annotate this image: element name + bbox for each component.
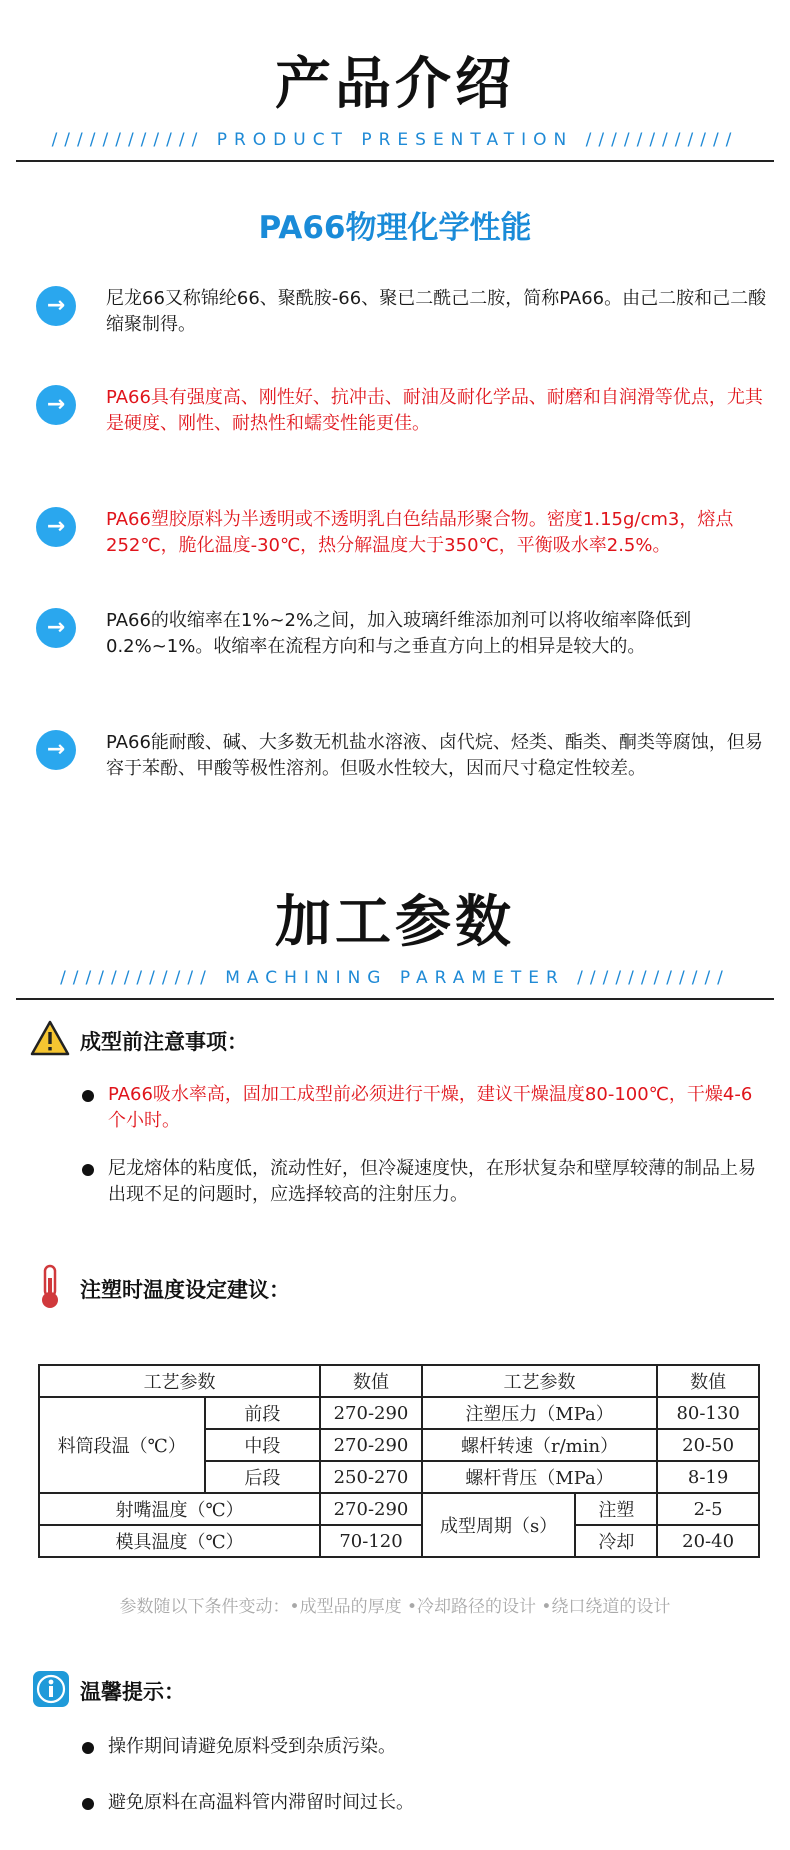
parameter-table xyxy=(38,1364,760,1558)
table-cell: 250-270 xyxy=(320,1461,422,1493)
feature-text: PA66的收缩率在1%~2%之间，加入玻璃纤维添加剂可以将收缩率降低到0.2%~1%。收缩率在流程方向和与之垂直方向上的相异是较大的。 xyxy=(106,610,692,657)
feature-text: PA66塑胶原料为半透明或不透明乳白色结晶形聚合物。密度1.15g/cm3，熔点252℃，脆化温度-30℃，热分解温度大于350℃，平衡吸水率2.5%。 xyxy=(106,509,734,556)
arrow-right-icon: → xyxy=(36,608,76,648)
table-cell: 270-290 xyxy=(320,1397,422,1429)
table-cell: 8-19 xyxy=(657,1461,759,1493)
list-item xyxy=(82,1156,782,1212)
temperature-label: 注塑时温度设定建议： xyxy=(80,1278,290,1302)
feature-item xyxy=(36,286,776,346)
temperature-heading xyxy=(30,1268,430,1308)
bullet-text: 操作期间请避免原料受到杂质污染。 xyxy=(108,1736,396,1757)
bullet-dot xyxy=(82,1090,94,1102)
tips-heading xyxy=(30,1670,430,1710)
table-row xyxy=(39,1365,759,1397)
precautions-heading xyxy=(30,1020,430,1060)
table-cell: 2-5 xyxy=(657,1493,759,1525)
table-cell: 料筒段温（℃） xyxy=(39,1397,205,1493)
list-item xyxy=(82,1790,782,1820)
feature-item xyxy=(36,608,776,668)
table-row xyxy=(39,1525,759,1557)
product-intro-subtitle: //////////// PRODUCT PRESENTATION //////////// xyxy=(51,130,739,150)
parameter-conditions-note: 参数随以下条件变动：•成型品的厚度 •冷却路径的设计 •绕口绕道的设计 xyxy=(119,1597,671,1617)
warning-icon xyxy=(30,1020,70,1056)
table-cell: 20-40 xyxy=(657,1525,759,1557)
arrow-right-icon: → xyxy=(36,730,76,770)
table-cell: 70-120 xyxy=(320,1525,422,1557)
info-icon xyxy=(32,1670,70,1708)
bullet-dot xyxy=(82,1798,94,1810)
feature-text: PA66具有强度高、刚性好、抗冲击、耐油及耐化学品、耐磨和自润滑等优点，尤其是硬度、刚性、耐热性和蠕变性能更佳。 xyxy=(106,387,763,434)
table-cell: 注塑 xyxy=(575,1493,657,1525)
product-intro-title: 产品介绍 xyxy=(275,52,515,117)
table-header: 数值 xyxy=(657,1365,759,1397)
arrow-right-icon: → xyxy=(36,286,76,326)
feature-item xyxy=(36,730,776,820)
feature-item xyxy=(36,385,776,445)
tips-label: 温馨提示： xyxy=(80,1680,185,1704)
thermometer-icon xyxy=(36,1264,64,1310)
table-cell: 模具温度（℃） xyxy=(39,1525,320,1557)
table-cell: 80-130 xyxy=(657,1397,759,1429)
table-cell: 螺杆转速（r/min） xyxy=(422,1429,657,1461)
section-divider xyxy=(16,160,774,162)
section-divider xyxy=(16,998,774,1000)
table-cell: 中段 xyxy=(205,1429,321,1461)
bullet-text: PA66吸水率高，固加工成型前必须进行干燥，建议干燥温度80-100℃，干燥4-6个小时。 xyxy=(108,1084,753,1131)
table-cell: 冷却 xyxy=(575,1525,657,1557)
table-header: 工艺参数 xyxy=(422,1365,657,1397)
table-cell: 射嘴温度（℃） xyxy=(39,1493,320,1525)
table-cell: 270-290 xyxy=(320,1429,422,1461)
feature-text: PA66能耐酸、碱、大多数无机盐水溶液、卤代烷、烃类、酯类、酮类等腐蚀，但易容于苯酚、甲酸等极性溶剂。但吸水性较大，因而尺寸稳定性较差。 xyxy=(106,732,763,779)
table-cell: 前段 xyxy=(205,1397,321,1429)
table-cell: 成型周期（s） xyxy=(422,1493,576,1557)
arrow-right-icon: → xyxy=(36,507,76,547)
table-cell: 螺杆背压（MPa） xyxy=(422,1461,657,1493)
list-item xyxy=(82,1734,782,1764)
table-cell: 注塑压力（MPa） xyxy=(422,1397,657,1429)
table-header: 数值 xyxy=(320,1365,422,1397)
bullet-text: 避免原料在高温料管内滞留时间过长。 xyxy=(108,1792,414,1813)
table-cell: 270-290 xyxy=(320,1493,422,1525)
table-cell: 后段 xyxy=(205,1461,321,1493)
table-header: 工艺参数 xyxy=(39,1365,320,1397)
table-row xyxy=(39,1397,759,1429)
bullet-dot xyxy=(82,1742,94,1754)
feature-item xyxy=(36,507,776,567)
table-cell: 20-50 xyxy=(657,1429,759,1461)
pa66-properties-heading: PA66物理化学性能 xyxy=(258,210,532,246)
machining-title: 加工参数 xyxy=(275,890,515,955)
list-item xyxy=(82,1082,782,1138)
bullet-dot xyxy=(82,1164,94,1176)
table-row xyxy=(39,1493,759,1525)
feature-text: 尼龙66又称锦纶66、聚酰胺-66、聚已二酰己二胺，简称PA66。由己二胺和己二酸缩聚制得。 xyxy=(106,288,767,335)
precautions-label: 成型前注意事项： xyxy=(80,1030,248,1054)
arrow-right-icon: → xyxy=(36,385,76,425)
machining-subtitle: //////////// MACHINING PARAMETER //////////// xyxy=(60,968,730,988)
bullet-text: 尼龙熔体的粘度低，流动性好，但冷凝速度快，在形状复杂和壁厚较薄的制品上易出现不足的问题时，应选择较高的注射压力。 xyxy=(108,1158,756,1205)
